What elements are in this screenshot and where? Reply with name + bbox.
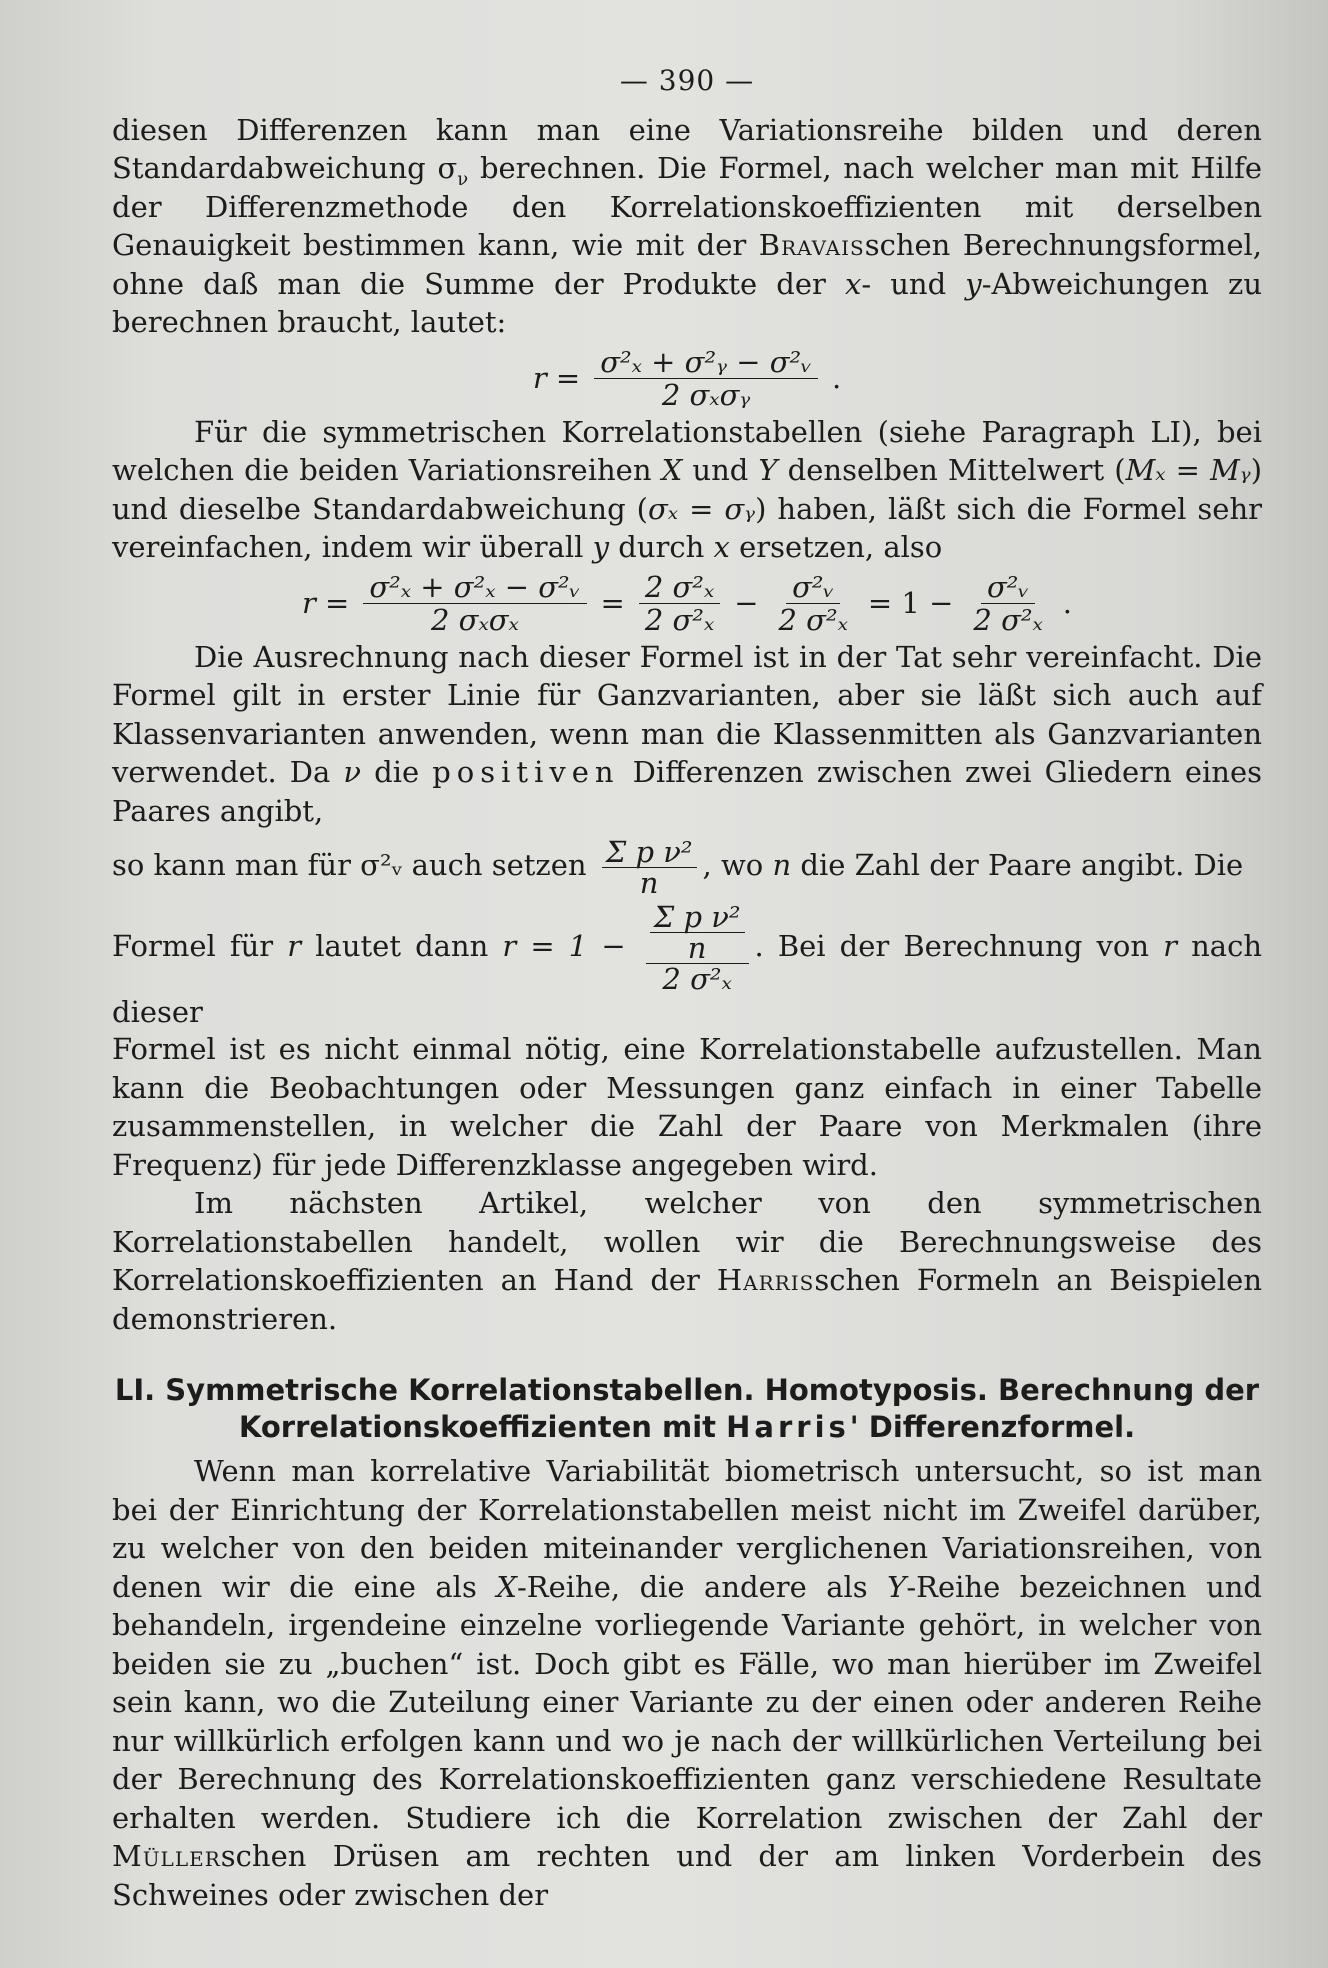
text-run: . Bei der Berechnung von (754, 929, 1164, 963)
text-run: durch (609, 530, 714, 564)
paragraph-2 (112, 413, 1262, 567)
fraction (967, 571, 1048, 636)
fraction (773, 571, 854, 636)
paragraph-3 (112, 638, 1262, 831)
text-run: schen Drüsen am rechten und der am linken Vorderbein des Schweines oder zwischen der (112, 1839, 1262, 1912)
heading-text: Korrelationskoeffizienten mit (238, 1410, 727, 1444)
fraction (363, 571, 586, 636)
paragraph-3-end (112, 1030, 1262, 1184)
author-name: Harris (716, 1263, 815, 1297)
symbol-x: x (844, 266, 862, 301)
text-run: - und (861, 266, 966, 301)
text-run: Für die symmetrischen Korrelationstabellen (siehe Paragraph LI), bei welchen die beiden Variationsreihen (112, 414, 1262, 487)
formula-1 (112, 346, 1262, 411)
text-run: -Reihe bezeichnen und behandeln, irgendeine einzelne vorliegende Variante gehört, in welcher von beiden sie zu „buchen“ ist. Doch gibt es Fälle, wo man hierüber im Zweifel sein kann, wo die Zuteilung einer Variante zu der einen oder anderen Reihe nur willkürlich erfolgen kann und wo je nach der willkürlichen Verteilung bei der Berechnung des Korrelationskoeffizienten ganz verschiedene Resultate erhalten werden. Studiere ich die Korrelation zwischen der Zahl der (112, 1569, 1262, 1835)
denominator: 2 σ²ₓ (778, 602, 848, 637)
paragraph-3-line (112, 830, 1262, 900)
text-run: Die Ausrechnung nach dieser Formel ist in der Tat sehr vereinfacht. Die Formel gilt in erster Linie für Ganzvarianten, aber sie läßt sich auch auf Klassenvarianten anwenden, wenn man die Klassenmitten als Ganzvarianten verwendet. Da (112, 639, 1262, 789)
text-run: so kann man für σ²ᵥ auch setzen (112, 848, 587, 882)
text-run: die Zahl der Paare angibt. Die (791, 848, 1244, 882)
symbol-Y: Y (758, 453, 778, 487)
denominator: 2 σ²ₓ (662, 962, 732, 996)
symbol-nu: ν (343, 755, 362, 789)
denominator: 2 σₓσₓ (431, 602, 519, 637)
symbol-Y: Y (887, 1569, 907, 1604)
numerator: Σ p ν² (602, 837, 697, 868)
text-run: die (361, 755, 433, 789)
numerator: σ²ₓ + σ²ᵧ − σ²ᵥ (594, 346, 818, 379)
text-run: Wenn man korrelative Variabilität biometrisch untersucht, so ist man bei der Einrichtung der Korrelationstabellen meist nicht im Zweifel darüber, zu welcher von den beiden miteinander verglichenen Variationsreihen, von denen wir die eine als (112, 1454, 1262, 1604)
inner-denominator: n (687, 931, 707, 965)
formula-lhs: r = 1 − (502, 929, 626, 963)
fraction (639, 571, 720, 636)
heading-author-name: Harris (726, 1410, 850, 1444)
text-body (112, 62, 1262, 1914)
heading-text: ' Differenzformel. (849, 1410, 1136, 1444)
text-run: Differenzen zwischen zwei Gliedern eines Paares angibt, (112, 755, 1263, 828)
numerator: σ²ᵥ (786, 571, 840, 604)
text-run: nach dieser (112, 929, 1262, 1029)
text-run: Formel für (112, 929, 288, 963)
spaced-word: positiven (432, 755, 620, 789)
text-run: schen Berechnungsformel, ohne daß man die Summe der Produkte der (112, 228, 1262, 301)
paragraph-3-formula-line (112, 902, 1262, 1030)
section-heading (112, 1372, 1262, 1446)
formula-2 (112, 571, 1262, 636)
paragraph-4 (112, 1184, 1262, 1338)
symbol-X: X (496, 1569, 517, 1604)
text-run: , wo (702, 848, 773, 882)
text-run: diesen Differenzen kann man eine Variationsreihe bilden und deren Standardabweichung σ (112, 112, 1262, 185)
formula-lhs: r = (301, 585, 350, 620)
symbol-y: y (965, 266, 982, 301)
formula-lhs: r = (532, 360, 581, 395)
text-run: -Abweichungen zu berechnen braucht, lautet: (112, 266, 1263, 339)
equals-sign: = (600, 585, 625, 620)
fraction (594, 346, 818, 411)
numerator (646, 902, 749, 964)
text-run: denselben Mittelwert ( (777, 453, 1126, 487)
paragraph-5 (112, 1452, 1262, 1914)
formula-end: . (1062, 585, 1073, 620)
text-run: schen Formeln an Beispielen demonstrieren. (112, 1263, 1262, 1336)
text-run: berechnen. Die Formel, nach welcher man mit Hilfe der Differenzmethode den Korrelationskoeffizienten mit derselben Genauigkeit bestimmen kann, wie mit der (112, 151, 1262, 262)
page-number: — 390 — (619, 64, 755, 97)
text-run: ersetzen, also (729, 530, 943, 564)
minus-sign: − (734, 585, 759, 620)
text-run: ) und dieselbe Standardabweichung ( (112, 453, 1263, 526)
text-run: und (682, 453, 759, 487)
equals-sign: = 1 − (867, 585, 954, 620)
denominator: 2 σ²ₓ (973, 602, 1043, 637)
denominator: 2 σ²ₓ (644, 602, 715, 637)
inner-numerator: Σ p ν² (650, 902, 745, 933)
paragraph-1 (112, 111, 1262, 342)
symbol-r: r (1163, 929, 1177, 963)
nested-fraction (646, 902, 749, 994)
denominator: 2 σₓσᵧ (661, 377, 751, 412)
heading-line-2 (112, 1409, 1262, 1446)
author-name: Bravais (758, 228, 865, 262)
mean-equality: Mₓ = Mᵧ (1125, 453, 1251, 487)
text-run: ) haben, läßt sich die Formel sehr vereinfachen, indem wir überall (112, 491, 1262, 564)
symbol-X: X (661, 453, 683, 487)
numerator: σ²ₓ + σ²ₓ − σ²ᵥ (363, 571, 586, 604)
heading-line-1: LI. Symmetrische Korrelationstabellen. Homotyposis. Berechnung der (114, 1373, 1260, 1407)
symbol-r: r (287, 929, 302, 963)
symbol-x: x (713, 530, 730, 564)
author-name: Müller (112, 1839, 221, 1873)
inner-fraction (650, 902, 745, 963)
sd-equality: σₓ = σᵧ (647, 491, 756, 526)
text-run: Formel ist es nicht einmal nötig, eine Korrelationstabelle aufzustellen. Man kann die Beobachtungen oder Messungen ganz einfach in einer Tabelle zusammenstellen, in welcher die Zahl der Paare von Merkmalen (ihre Frequenz) für jede Differenzklasse angegeben wird. (112, 1032, 1262, 1182)
numerator: 2 σ²ₓ (639, 571, 720, 604)
formula-end: . (831, 360, 842, 395)
fraction (602, 834, 697, 900)
text-run: Im nächsten Artikel, welcher von den symmetrischen Korrelationstabellen handelt, wollen wir die Berechnungsweise des Korrelationskoeffizienten an Hand der (112, 1186, 1262, 1297)
numerator: σ²ᵥ (981, 571, 1035, 604)
text-run: lautet dann (301, 929, 503, 963)
symbol-n: n (772, 848, 792, 882)
text-run: -Reihe, die andere als (516, 1569, 888, 1604)
subscript: ν (457, 168, 469, 190)
denominator: n (639, 865, 659, 900)
symbol-y: y (592, 530, 610, 564)
